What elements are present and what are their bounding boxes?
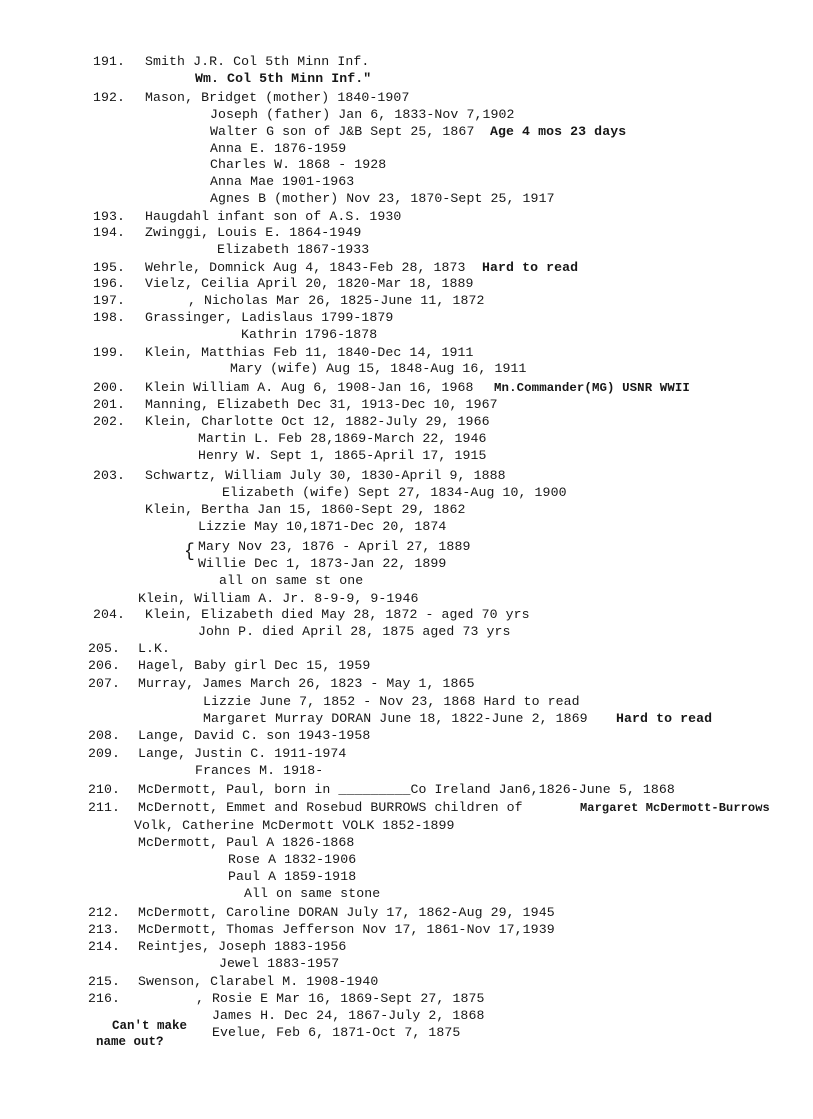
- entry-annotation: Margaret McDermott-Burrows: [580, 801, 770, 815]
- entry-text: Reintjes, Joseph 1883-1956: [138, 939, 347, 954]
- entry-text: Haugdahl infant son of A.S. 1930: [145, 209, 402, 224]
- entry-annotation: Age 4 mos 23 days: [490, 124, 627, 139]
- entry-number: 201.: [93, 397, 126, 412]
- entry-number: 194.: [93, 225, 126, 240]
- entry-number: 208.: [88, 728, 121, 743]
- entry-text: Klein, Elizabeth died May 28, 1872 - aged 70 yrs: [145, 607, 530, 622]
- entry-number: 197.: [93, 293, 126, 308]
- entry-number: 193.: [93, 209, 126, 224]
- entry-number: 196.: [93, 276, 126, 291]
- entry-text: Evelue, Feb 6, 1871-Oct 7, 1875: [212, 1025, 461, 1040]
- entry-text: Murray, James March 26, 1823 - May 1, 1865: [138, 676, 475, 691]
- entry-text: Willie Dec 1, 1873-Jan 22, 1899: [198, 556, 447, 571]
- entry-text: Volk, Catherine McDermott VOLK 1852-1899: [134, 818, 455, 833]
- entry-text: Mason, Bridget (mother) 1840-1907: [145, 90, 410, 105]
- entry-number: 199.: [93, 345, 126, 360]
- entry-text: Klein, Matthias Feb 11, 1840-Dec 14, 1911: [145, 345, 474, 360]
- entry-text: Vielz, Ceilia April 20, 1820-Mar 18, 1889: [145, 276, 474, 291]
- entry-text: , Nicholas Mar 26, 1825-June 11, 1872: [188, 293, 485, 308]
- entry-text: Charles W. 1868 - 1928: [210, 157, 387, 172]
- entry-text: Frances M. 1918-: [195, 763, 324, 778]
- entry-text: Klein William A. Aug 6, 1908-Jan 16, 1968: [145, 380, 474, 395]
- entry-text: Wehrle, Domnick Aug 4, 1843-Feb 28, 1873: [145, 260, 466, 275]
- entry-number: 203.: [93, 468, 126, 483]
- entry-text: Elizabeth (wife) Sept 27, 1834-Aug 10, 1900: [222, 485, 567, 500]
- entry-text: Lange, David C. son 1943-1958: [138, 728, 371, 743]
- entry-text: McDermott, Thomas Jefferson Nov 17, 1861-Nov 17,1939: [138, 922, 555, 937]
- entry-text: Swenson, Clarabel M. 1908-1940: [138, 974, 379, 989]
- entry-text: Klein, Charlotte Oct 12, 1882-July 29, 1966: [145, 414, 490, 429]
- entry-text: McDermott, Caroline DORAN July 17, 1862-Aug 29, 1945: [138, 905, 555, 920]
- side-note-line-1: Can't make: [112, 1019, 188, 1033]
- entry-number: 211.: [88, 800, 121, 815]
- entry-text: Smith J.R. Col 5th Minn Inf.: [145, 54, 370, 69]
- entry-text: Manning, Elizabeth Dec 31, 1913-Dec 10, 1967: [145, 397, 498, 412]
- entry-text: All on same stone: [244, 886, 381, 901]
- entry-number: 200.: [93, 380, 126, 395]
- entry-text: Martin L. Feb 28,1869-March 22, 1946: [198, 431, 487, 446]
- entry-text: , Rosie E Mar 16, 1869-Sept 27, 1875: [196, 991, 485, 1006]
- entry-text: Hagel, Baby girl Dec 15, 1959: [138, 658, 371, 673]
- entry-number: 207.: [88, 676, 121, 691]
- entry-number: 216.: [88, 991, 121, 1006]
- entry-text: Joseph (father) Jan 6, 1833-Nov 7,1902: [210, 107, 515, 122]
- entry-text: L.K.: [138, 641, 171, 656]
- entry-text: McDermott, Paul, born in _________Co Ireland Jan6,1826-June 5, 1868: [138, 782, 675, 797]
- entry-text: Lizzie May 10,1871-Dec 20, 1874: [198, 519, 447, 534]
- entry-text: Paul A 1859-1918: [228, 869, 357, 884]
- entry-number: 213.: [88, 922, 121, 937]
- entry-number: 210.: [88, 782, 121, 797]
- entry-text: Grassinger, Ladislaus 1799-1879: [145, 310, 394, 325]
- entry-number: 214.: [88, 939, 121, 954]
- entry-number: 192.: [93, 90, 126, 105]
- entry-text: Rose A 1832-1906: [228, 852, 357, 867]
- entry-text: James H. Dec 24, 1867-July 2, 1868: [212, 1008, 485, 1023]
- bracket-mark: {: [184, 542, 195, 562]
- entry-text: Zwinggi, Louis E. 1864-1949: [145, 225, 362, 240]
- entry-text: Wm. Col 5th Minn Inf.": [195, 71, 372, 86]
- entry-text: Klein, William A. Jr. 8-9-9, 9-1946: [138, 591, 419, 606]
- entry-annotation: Hard to read: [482, 260, 579, 275]
- entry-number: 195.: [93, 260, 126, 275]
- entry-text: McDermott, Paul A 1826-1868: [138, 835, 355, 850]
- entry-text: Klein, Bertha Jan 15, 1860-Sept 29, 1862: [145, 502, 466, 517]
- entry-text: Lizzie June 7, 1852 - Nov 23, 1868 Hard to read: [203, 694, 580, 709]
- entry-text: John P. died April 28, 1875 aged 73 yrs: [198, 624, 511, 639]
- entry-text: all on same st one: [219, 573, 364, 588]
- entry-text: Anna Mae 1901-1963: [210, 174, 355, 189]
- entry-number: 205.: [88, 641, 121, 656]
- entry-text: Mary (wife) Aug 15, 1848-Aug 16, 1911: [230, 361, 527, 376]
- entry-text: Mary Nov 23, 1876 - April 27, 1889: [198, 539, 471, 554]
- entry-number: 212.: [88, 905, 121, 920]
- entry-number: 191.: [93, 54, 126, 69]
- entry-text: Elizabeth 1867-1933: [217, 242, 370, 257]
- entry-text: McDernott, Emmet and Rosebud BURROWS children of: [138, 800, 523, 815]
- entry-annotation: Mn.Commander(MG) USNR WWII: [494, 381, 690, 395]
- entry-text: Lange, Justin C. 1911-1974: [138, 746, 347, 761]
- entry-number: 206.: [88, 658, 121, 673]
- entry-number: 204.: [93, 607, 126, 622]
- entry-text: Schwartz, William July 30, 1830-April 9, 1888: [145, 468, 506, 483]
- entry-text: Kathrin 1796-1878: [241, 327, 378, 342]
- entry-number: 215.: [88, 974, 121, 989]
- entry-text: Henry W. Sept 1, 1865-April 17, 1915: [198, 448, 487, 463]
- entry-text: Walter G son of J&B Sept 25, 1867: [210, 124, 475, 139]
- entry-text: Margaret Murray DORAN June 18, 1822-June 2, 1869: [203, 711, 588, 726]
- side-note-line-2: name out?: [96, 1035, 164, 1049]
- entry-text: Agnes B (mother) Nov 23, 1870-Sept 25, 1917: [210, 191, 555, 206]
- entry-text: Jewel 1883-1957: [219, 956, 340, 971]
- entry-text: Anna E. 1876-1959: [210, 141, 347, 156]
- entry-annotation: Hard to read: [616, 711, 713, 726]
- entry-number: 202.: [93, 414, 126, 429]
- entry-number: 198.: [93, 310, 126, 325]
- entry-number: 209.: [88, 746, 121, 761]
